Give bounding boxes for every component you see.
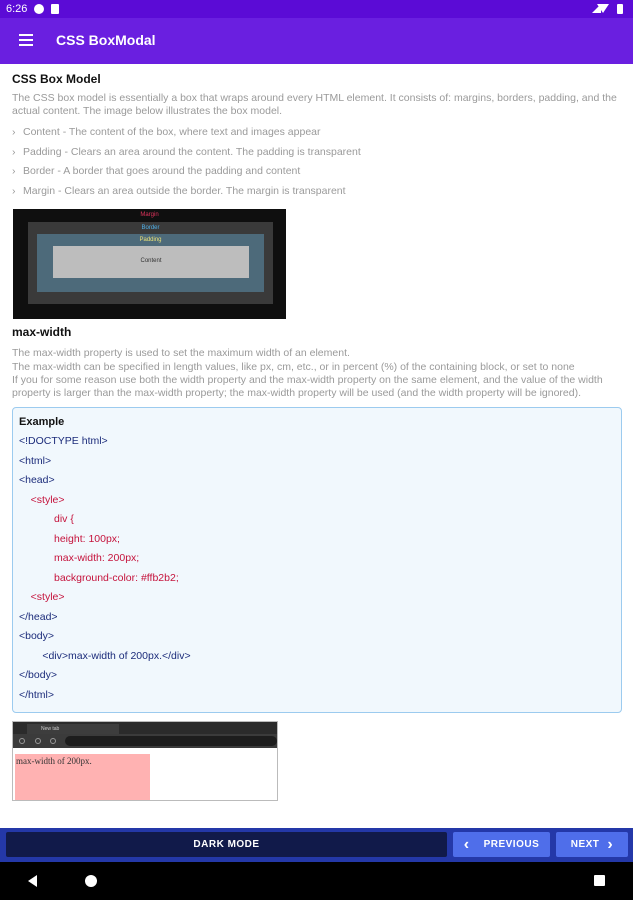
next-button[interactable] bbox=[556, 832, 628, 857]
bottom-bar bbox=[0, 828, 633, 862]
dark-mode-button[interactable] bbox=[6, 832, 447, 857]
chevron-right-icon: › bbox=[12, 165, 16, 177]
preview-div-box bbox=[15, 754, 150, 801]
hamburger-menu-icon[interactable] bbox=[19, 34, 33, 46]
code-line: <head> bbox=[19, 474, 55, 486]
code-line: background-color: #ffb2b2; bbox=[19, 571, 179, 584]
battery-icon bbox=[617, 4, 623, 14]
nav-back-icon[interactable] bbox=[28, 875, 37, 887]
list-item: › Content - The content of the box, where text and images appear bbox=[12, 123, 624, 143]
system-nav-bar bbox=[0, 862, 633, 900]
code-line: <style> bbox=[19, 591, 65, 603]
reload-icon bbox=[35, 738, 41, 744]
preview-div-text: max-width of 200px. bbox=[16, 756, 92, 766]
diagram-border-box bbox=[28, 222, 273, 304]
diagram-label-border: Border bbox=[141, 225, 160, 231]
chevron-right-icon: › bbox=[12, 145, 16, 158]
content-scroll-area[interactable] bbox=[12, 70, 624, 828]
intro-paragraph: The CSS box model is essentially a box that wraps around every HTML element. It consists of: margins, borders, padding, and the actual content. The image below illustrates the box model. bbox=[12, 92, 617, 117]
next-label: NEXT bbox=[570, 839, 600, 850]
box-model-diagram bbox=[13, 209, 286, 319]
max-width-paragraph-1: The max-width property is used to set the maximum width of an element. bbox=[12, 347, 350, 359]
code-line: <!DOCTYPE html> bbox=[19, 435, 108, 447]
code-line: <body> bbox=[19, 630, 55, 642]
preview-tab-bar bbox=[13, 722, 277, 734]
section-heading-max-width: max-width bbox=[12, 325, 72, 339]
diagram-label-content: Content bbox=[140, 258, 162, 264]
app-title: CSS BoxModal bbox=[56, 32, 156, 48]
nav-recents-icon[interactable] bbox=[594, 875, 605, 886]
code-line: max-width: 200px; bbox=[19, 552, 140, 564]
code-line: <div>max-width of 200px.</div> bbox=[19, 649, 191, 662]
diagram-label-padding: Padding bbox=[139, 237, 162, 243]
max-width-paragraph-2: The max-width can be specified in length values, like px, cm, etc., or in percent (%) of the containing block, or set to none bbox=[12, 360, 575, 373]
code-line: div { bbox=[19, 513, 74, 525]
code-line: </body> bbox=[19, 669, 57, 681]
app-bar bbox=[0, 18, 633, 64]
max-width-paragraph-3: If you for some reason use both the width property and the max-width property on the same element, and the value of the width property is larger than the max-width property; the max-width property will be used (and the width property will be ignored). bbox=[12, 374, 603, 399]
diagram-label-margin: Margin bbox=[140, 212, 159, 218]
code-line: height: 100px; bbox=[19, 532, 120, 545]
list-item: › Border - A border that goes around the padding and content bbox=[12, 162, 624, 182]
sd-card-icon bbox=[51, 4, 59, 14]
list-item: › Padding - Clears an area around the content. The padding is transparent bbox=[12, 143, 624, 163]
signal-icon bbox=[592, 4, 601, 13]
section-heading-box-model: CSS Box Model bbox=[12, 72, 101, 86]
diagram-padding-box bbox=[37, 234, 264, 292]
nav-home-icon[interactable] bbox=[85, 875, 97, 887]
code-line: </head> bbox=[19, 610, 58, 623]
preview-tab: New tab bbox=[27, 724, 119, 734]
browser-preview-image bbox=[12, 721, 278, 801]
code-line: <style> bbox=[19, 493, 65, 506]
preview-toolbar bbox=[13, 734, 277, 748]
preview-url-bar bbox=[65, 736, 277, 746]
status-bar bbox=[0, 0, 633, 18]
example-title: Example bbox=[19, 416, 65, 428]
status-time: 6:26 bbox=[6, 3, 28, 15]
code-line: <html> bbox=[19, 454, 52, 467]
code-line: </html> bbox=[19, 688, 55, 701]
previous-label: PREVIOUS bbox=[483, 839, 540, 850]
list-item: › Margin - Clears an area outside the border. The margin is transparent bbox=[12, 182, 624, 202]
chevron-left-icon: ‹ bbox=[463, 835, 470, 853]
home-icon bbox=[50, 738, 56, 744]
example-code-block bbox=[12, 407, 622, 713]
dark-mode-label: DARK MODE bbox=[193, 839, 260, 850]
chevron-right-icon: › bbox=[12, 184, 16, 197]
chevron-right-icon: › bbox=[607, 835, 614, 853]
chevron-right-icon: › bbox=[12, 126, 16, 138]
diagram-content-box bbox=[53, 246, 249, 278]
notification-icon bbox=[34, 4, 44, 14]
back-icon bbox=[19, 738, 25, 744]
box-model-bullets bbox=[12, 123, 624, 201]
previous-button[interactable] bbox=[453, 832, 550, 857]
